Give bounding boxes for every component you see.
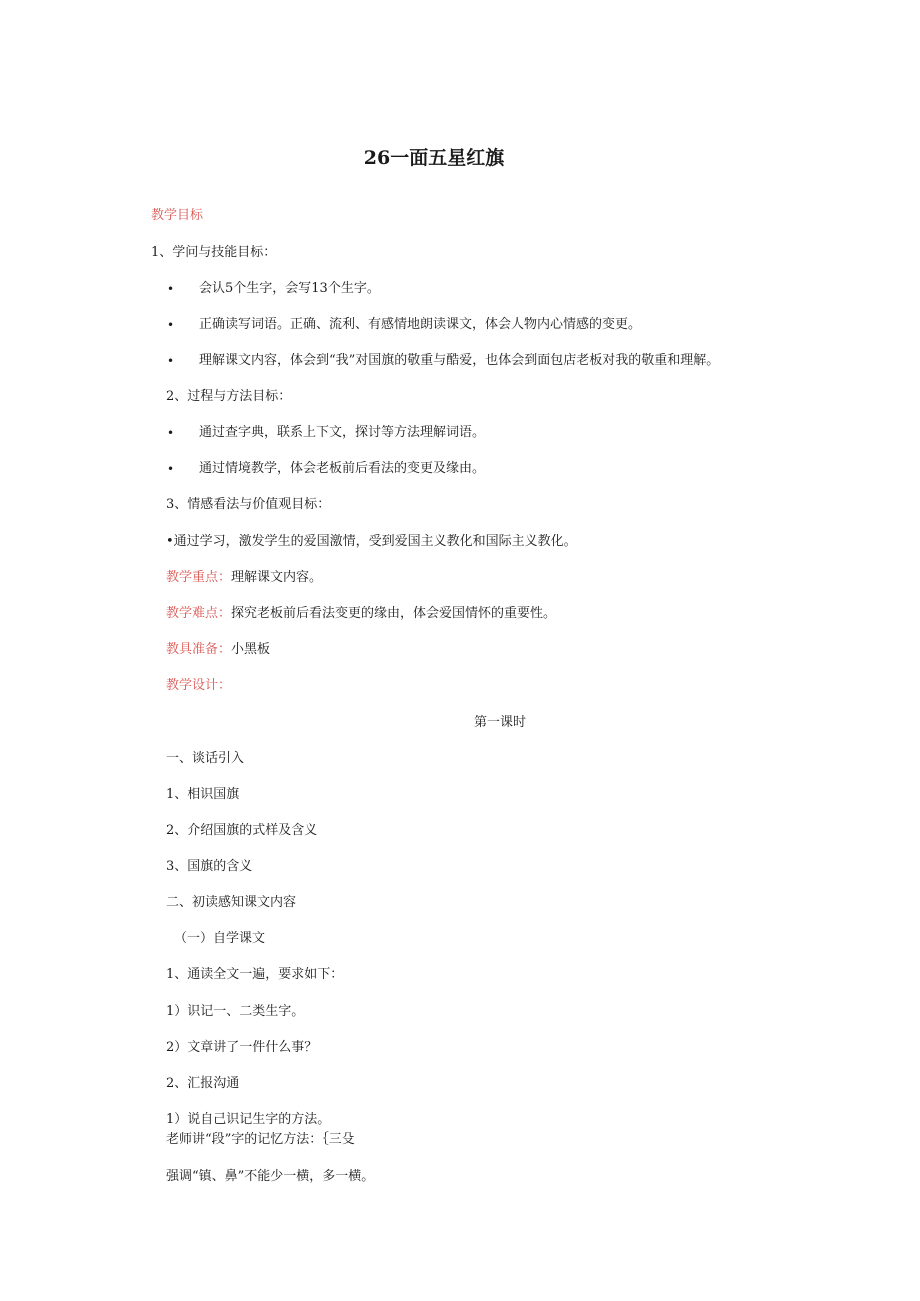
section-2-step: 1、通读全文一遍，要求如下：: [166, 967, 344, 982]
section-1-heading: 一、谈话引入: [166, 751, 245, 766]
tools-text: 小黑板: [231, 642, 271, 657]
key-point-text: 理解课文内容。: [231, 570, 323, 585]
section-2-heading: 二、初读感知课文内容: [166, 895, 297, 910]
lesson-heading: 第一课时: [473, 715, 526, 730]
tools-line: [166, 641, 270, 659]
bullet-icon: •: [167, 354, 175, 368]
goals-heading: 教学目标: [151, 208, 204, 223]
section-2-substep: 1）识记一、二类生字。: [166, 1004, 305, 1019]
goal-3-heading: 3、情感看法与价值观目标：: [166, 497, 331, 512]
bullet-icon: •: [167, 318, 175, 332]
key-point-label: 教学重点：: [166, 570, 232, 585]
design-label: 教学设计：: [166, 678, 232, 693]
goal-1-item: 理解课文内容，体会到“我”对国旗的敬重与酷爱，也体会到面包店老板对我的敬重和理解。: [199, 353, 720, 368]
goal-2-item: 通过查字典，联系上下文，探讨等方法理解词语。: [199, 425, 486, 440]
section-1-step: 2、介绍国旗的式样及含义: [166, 823, 318, 838]
goal-3-item: •通过学习，激发学生的爱国激情，受到爱国主义教化和国际主义教化。: [166, 534, 577, 549]
goal-2-item: 通过情境教学，体会老板前后看法的变更及缘由。: [199, 461, 486, 476]
difficulty-line: [166, 605, 556, 623]
bullet-icon: •: [167, 282, 175, 296]
goal-1-heading: 1、学问与技能目标：: [151, 245, 277, 260]
memory-method-note: 老师讲“段”字的记忆方法：｛三殳: [166, 1132, 355, 1147]
section-1-step: 1、相识国旗: [166, 787, 240, 802]
tools-label: 教具准备：: [166, 642, 232, 657]
difficulty-text: 探究老板前后看法变更的缘由，体会爱国情怀的重要性。: [231, 606, 557, 621]
goal-2-heading: 2、过程与方法目标：: [166, 389, 292, 404]
section-2-subheading: （一）自学课文: [174, 931, 266, 946]
section-2-substep: 1）说自己识记生字的方法。: [166, 1112, 331, 1127]
section-2-step: 2、汇报沟通: [166, 1076, 240, 1091]
goal-1-item: 会认5个生字，会写13个生字。: [199, 281, 380, 296]
goal-1-item: 正确读写词语。正确、流利、有感情地朗读课文，体会人物内心情感的变更。: [199, 317, 642, 332]
emphasis-note: 强调“镇、鼻”不能少一横，多一横。: [166, 1169, 375, 1184]
document-title: 26一面五星红旗: [363, 147, 505, 169]
bullet-icon: •: [167, 462, 175, 476]
difficulty-label: 教学难点：: [166, 606, 232, 621]
section-1-step: 3、国旗的含义: [166, 859, 253, 874]
section-2-substep: 2）文章讲了一件什么事？: [166, 1040, 318, 1055]
bullet-icon: •: [167, 426, 175, 440]
key-point-line: [166, 569, 322, 587]
